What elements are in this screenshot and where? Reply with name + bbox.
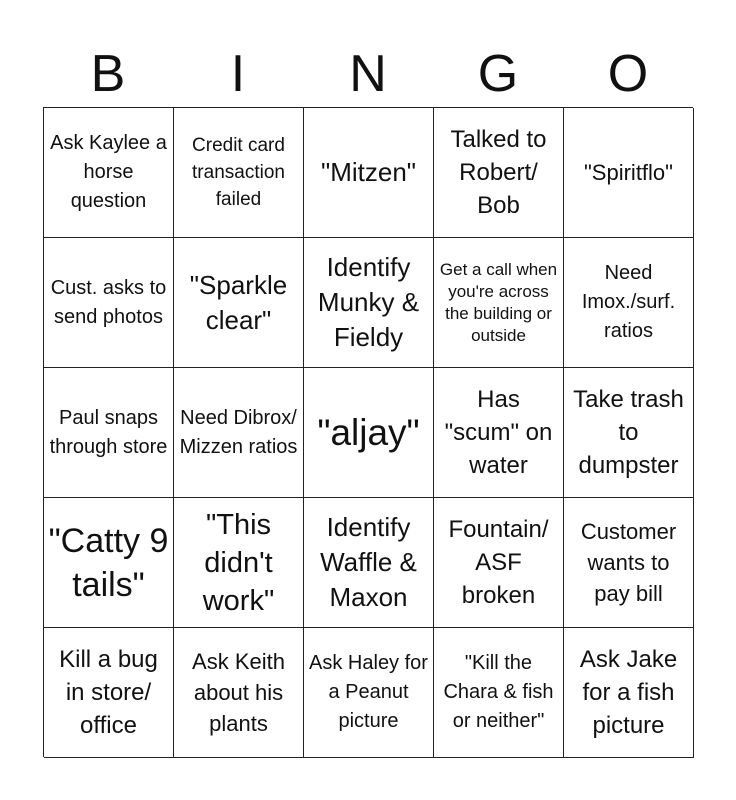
bingo-cell[interactable] bbox=[174, 628, 304, 758]
bingo-cell[interactable] bbox=[44, 368, 174, 498]
bingo-cell[interactable] bbox=[44, 108, 174, 238]
bingo-cell[interactable] bbox=[174, 498, 304, 628]
cell-text: "Mitzen" bbox=[320, 157, 417, 187]
cell-text: Get a call when you're across the building or outside bbox=[439, 259, 558, 345]
cell-text: Customer wants to pay bill bbox=[580, 519, 677, 606]
bingo-cell[interactable] bbox=[304, 368, 434, 498]
cell-text: Take trash to dumpster bbox=[573, 386, 684, 479]
cell-text: Ask Keith about his plants bbox=[192, 649, 285, 736]
cell-text: Identify Waffle & Maxon bbox=[320, 512, 417, 612]
bingo-cell[interactable] bbox=[304, 628, 434, 758]
bingo-cell[interactable] bbox=[434, 238, 564, 368]
cell-text: "Spiritflo" bbox=[584, 160, 673, 185]
bingo-cell[interactable] bbox=[44, 238, 174, 368]
cell-text: Ask Haley for a Peanut picture bbox=[309, 652, 428, 732]
cell-text: Identify Munky & Fieldy bbox=[317, 252, 420, 352]
bingo-cell[interactable] bbox=[434, 498, 564, 628]
cell-text: Credit card transaction failed bbox=[192, 135, 285, 210]
bingo-header bbox=[43, 42, 693, 106]
bingo-cell[interactable] bbox=[304, 238, 434, 368]
cell-text: Talked to Robert/ Bob bbox=[450, 126, 547, 219]
header-letter-b: B bbox=[90, 45, 126, 103]
header-letter-n: N bbox=[349, 45, 387, 103]
cell-text: Paul snaps through store bbox=[49, 406, 168, 458]
cell-text: "Kill the Chara & fish or neither" bbox=[443, 652, 554, 732]
cell-text: Has "scum" on water bbox=[444, 386, 553, 479]
bingo-cell[interactable] bbox=[564, 238, 694, 368]
bingo-cell[interactable] bbox=[304, 498, 434, 628]
bingo-cell[interactable] bbox=[564, 628, 694, 758]
cell-text: Kill a bug in store/ office bbox=[59, 646, 158, 739]
bingo-cell[interactable] bbox=[304, 108, 434, 238]
bingo-cell[interactable] bbox=[434, 368, 564, 498]
bingo-cell[interactable] bbox=[44, 628, 174, 758]
cell-text: "aljay" bbox=[317, 411, 420, 453]
cell-text: Ask Kaylee a horse question bbox=[50, 132, 167, 212]
bingo-cell[interactable] bbox=[434, 628, 564, 758]
cell-text: "This didn't work" bbox=[202, 508, 275, 617]
header-letter-g: G bbox=[477, 45, 519, 103]
bingo-cell[interactable] bbox=[174, 238, 304, 368]
cell-text: Need Imox./surf. ratios bbox=[581, 262, 676, 342]
cell-text: "Catty 9 tails" bbox=[48, 521, 169, 604]
bingo-cell[interactable] bbox=[564, 498, 694, 628]
cell-text: Ask Jake for a fish picture bbox=[579, 646, 678, 739]
bingo-cell[interactable] bbox=[564, 108, 694, 238]
bingo-board bbox=[43, 107, 693, 757]
bingo-cell[interactable] bbox=[174, 368, 304, 498]
header-letter-o: O bbox=[607, 45, 649, 103]
cell-text: "Sparkle clear" bbox=[189, 269, 288, 335]
bingo-cell[interactable] bbox=[44, 498, 174, 628]
cell-text: Need Dibrox/ Mizzen ratios bbox=[179, 406, 298, 458]
cell-text: Fountain/ ASF broken bbox=[448, 516, 549, 609]
bingo-cell[interactable] bbox=[564, 368, 694, 498]
bingo-cell[interactable] bbox=[434, 108, 564, 238]
header-letter-i: I bbox=[230, 45, 246, 103]
bingo-cell[interactable] bbox=[174, 108, 304, 238]
cell-text: Cust. asks to send photos bbox=[50, 276, 167, 328]
